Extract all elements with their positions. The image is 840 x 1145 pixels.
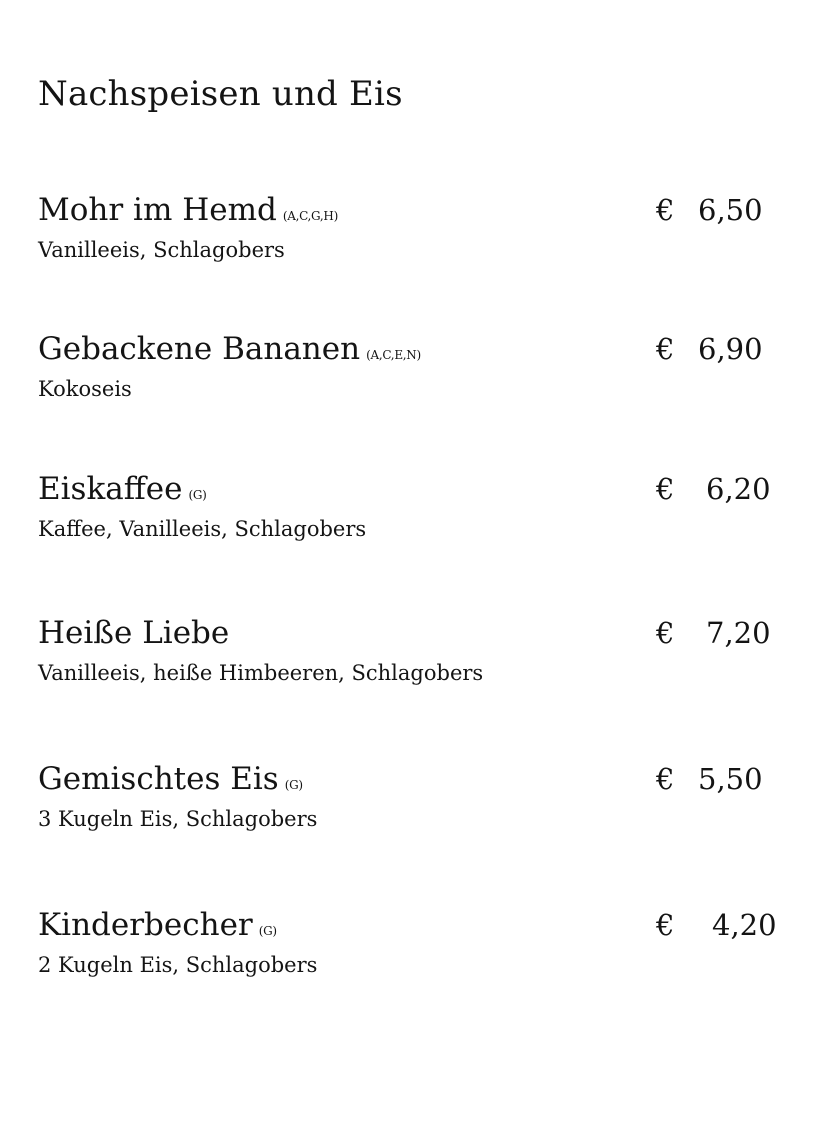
menu-item bbox=[0, 329, 840, 439]
menu-item bbox=[0, 190, 840, 300]
currency-symbol: € bbox=[656, 908, 675, 942]
item-allergens: (A,C,E,N) bbox=[366, 348, 421, 362]
item-allergens: (G) bbox=[188, 488, 207, 502]
item-name: Mohr im Hemd bbox=[38, 192, 277, 228]
price-amount: 6,90 bbox=[698, 332, 763, 366]
item-name: Heiße Liebe bbox=[38, 615, 230, 651]
item-name: Gemischtes Eis bbox=[38, 761, 279, 797]
price-amount: 5,50 bbox=[698, 762, 763, 796]
currency-symbol: € bbox=[656, 762, 675, 796]
price-amount: 7,20 bbox=[706, 616, 771, 650]
price-amount: 6,50 bbox=[698, 193, 763, 227]
item-allergens: (G) bbox=[284, 778, 303, 792]
menu-item bbox=[0, 469, 840, 579]
menu-item bbox=[0, 905, 840, 1015]
currency-symbol: € bbox=[656, 193, 675, 227]
currency-symbol: € bbox=[656, 332, 675, 366]
item-description: 3 Kugeln Eis, Schlagobers bbox=[38, 807, 318, 831]
item-allergens: (A,C,G,H) bbox=[282, 209, 338, 223]
item-allergens: (G) bbox=[258, 924, 277, 938]
currency-symbol: € bbox=[656, 472, 675, 506]
menu-item bbox=[0, 613, 840, 723]
item-name: Gebackene Bananen bbox=[38, 331, 361, 367]
page-title: Nachspeisen und Eis bbox=[38, 74, 403, 114]
item-description: 2 Kugeln Eis, Schlagobers bbox=[38, 953, 318, 977]
menu-item bbox=[0, 759, 840, 869]
currency-symbol: € bbox=[656, 616, 675, 650]
item-description: Vanilleeis, Schlagobers bbox=[38, 238, 285, 262]
item-description: Kokoseis bbox=[38, 377, 132, 401]
item-name: Eiskaffee bbox=[38, 471, 183, 507]
price-amount: 4,20 bbox=[712, 908, 777, 942]
item-description: Kaffee, Vanilleeis, Schlagobers bbox=[38, 517, 367, 541]
item-name: Kinderbecher bbox=[38, 907, 253, 943]
price-amount: 6,20 bbox=[706, 472, 771, 506]
item-description: Vanilleeis, heiße Himbeeren, Schlagobers bbox=[38, 661, 484, 685]
